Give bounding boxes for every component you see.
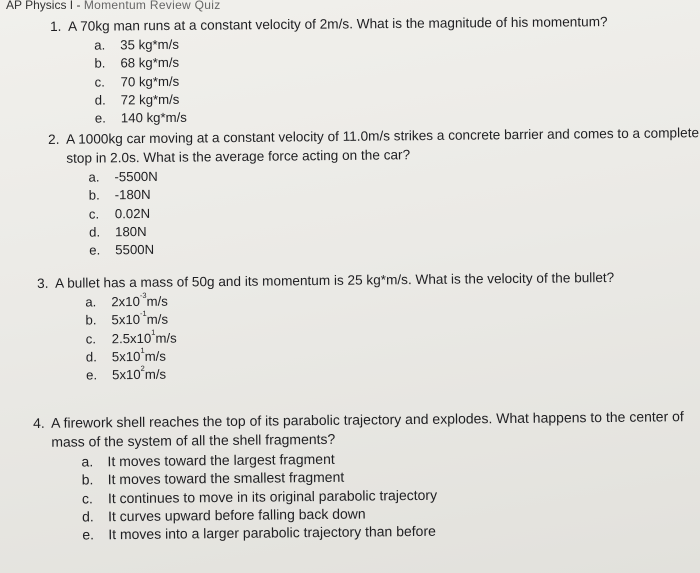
option-letter: a. [88,169,100,185]
option-text: It curves upward before falling back down [107,505,366,525]
option-base: 5x10 [111,312,141,328]
option-letter: d. [88,224,101,240]
option-unit: m/s [144,366,167,383]
question-text: A 70kg man runs at a constant velocity of 2m/s. What is the magnitude of his momentum? [68,14,608,34]
option-text: 180N [114,223,147,240]
question-text: A bullet has a mass of 50g and its momentum is 25 kg*m/s. What is the velocity of the bullet? [55,269,615,291]
header-title-cut: Momentum Review Quiz [83,0,221,12]
option-letter: e. [85,367,98,383]
option-unit: m/s [155,330,177,346]
option-letter: b. [85,312,97,328]
option-base: 2.5x10 [111,330,152,346]
answer-options [85,287,698,385]
option-letter: a. [81,453,94,470]
option-letter: d. [85,349,97,365]
option-letter: a. [94,37,106,53]
option-text: It moves into a larger parabolic trajectory than before [108,522,436,543]
option-base: 5x10 [111,348,141,365]
option-exponent: -3 [139,290,147,300]
option-letter: b. [94,55,106,71]
option-text: -180N [114,187,151,203]
question-number: 1. [50,18,62,34]
question-1 [50,11,700,128]
option-text: 35 kg*m/s [120,36,179,53]
header-title: AP Physics I - [6,0,84,12]
question-number: 2. [48,131,60,147]
option-base: 2x10 [111,293,140,310]
question-number: 4. [33,414,45,431]
option-unit: m/s [144,348,166,364]
answer-options [94,31,700,128]
option-unit: m/s [146,293,168,309]
question-text: A 1000kg car moving at a constant velocity of 11.0m/s strikes a concrete barrier and comes to a complete stop in 2.0s. What is the average force acting on the car? [66,125,700,166]
option-letter: b. [81,471,94,488]
question-2 [48,123,700,260]
option-text: 72 kg*m/s [120,91,180,108]
option-letter: d. [81,508,94,525]
option-letter: e. [82,526,95,543]
option-exponent: -1 [139,309,147,319]
answer-options [81,446,694,544]
option-letter: e. [89,242,101,258]
option-base: 5x10 [111,367,141,383]
option-text: 140 kg*m/s [120,109,187,126]
option-exponent: 1 [151,327,156,337]
option-letter: d. [94,92,106,108]
option-text: It moves toward the largest fragment [107,450,335,470]
option-letter: e. [94,110,106,126]
option-text: It continues to move in its original parabolic trajectory [107,486,438,506]
option-text: 70 kg*m/s [120,73,180,89]
option-letter: c. [81,489,93,507]
option-text: 5500N [115,242,155,258]
option-letter: c. [88,206,100,222]
option-letter: a. [85,294,97,310]
question-3 [37,267,698,385]
option-text: 0.02N [114,205,151,221]
question-4 [33,407,694,544]
answer-options [88,162,700,260]
option-letter: c. [85,330,97,347]
option-letter: c. [94,74,105,90]
question-text: A firework shell reaches the top of its parabolic trajectory and explodes. What happens to the center of mass of the system of all the shell fragments? [51,408,684,450]
question-number: 3. [37,275,49,291]
option-unit: m/s [146,311,169,328]
option-letter: b. [88,187,100,203]
option-text: It moves toward the smallest fragment [107,469,345,488]
option-exponent: 1 [140,345,145,355]
option-exponent: 2 [140,364,145,374]
page-header [6,0,221,12]
option-text: 68 kg*m/s [120,55,180,71]
option-text: -5500N [114,168,158,185]
